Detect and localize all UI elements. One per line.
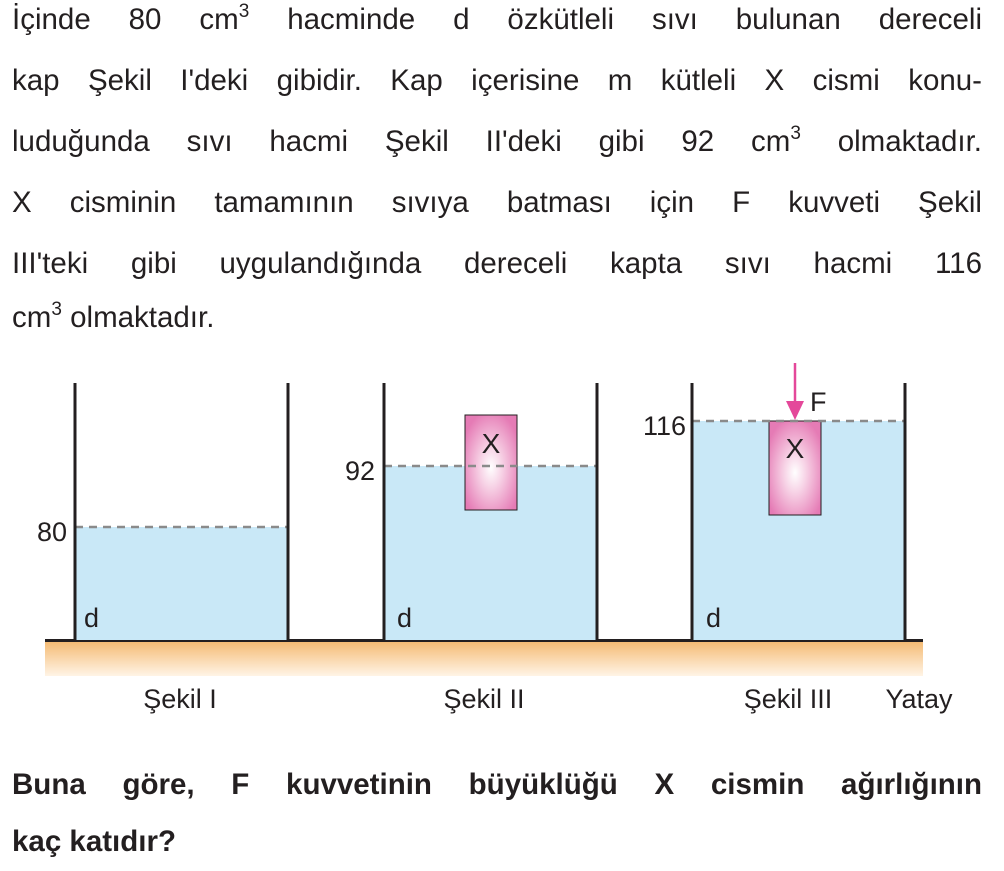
liquid-label-3: d [706, 603, 722, 633]
container-3 [643, 363, 905, 641]
problem-line-4: X cisminin tamamının sıvıya batması için F kuvveti Şekil [12, 186, 982, 219]
problem-line-6-b: olmaktadır. [61, 301, 215, 334]
superscript-3: 3 [51, 299, 62, 320]
caption-sekil-3: Şekil III [743, 684, 833, 714]
caption-sekil-1: Şekil I [143, 684, 217, 714]
problem-line-2: kap Şekil I'deki gibidir. Kap içerisine m kütleli X cismi konu- [12, 64, 982, 97]
level-label-1: 80 [36, 517, 67, 547]
level-label-2: 92 [344, 456, 375, 486]
container-1 [37, 383, 288, 641]
question-line-2: kaç katıdır? [12, 825, 176, 858]
problem-line-1-b: hacminde d özkütleli sıvı bulunan dereceli [249, 3, 983, 36]
problem-line-6-a: cm [12, 301, 52, 334]
problem-line-3-a: luduğunda sıvı hacmi Şekil II'deki gibi 92 cm [12, 125, 791, 158]
problem-line-1-a: İçinde 80 cm [12, 3, 239, 36]
object-label-3: X [785, 433, 805, 464]
liquid-label-1: d [84, 603, 100, 633]
caption-sekil-2: Şekil II [443, 684, 525, 714]
problem-line-3-b: olmaktadır. [800, 125, 983, 158]
liquid-label-2: d [397, 603, 413, 633]
superscript-3: 3 [238, 1, 250, 22]
ground-surface [45, 640, 923, 676]
level-label-3: 116 [642, 411, 686, 441]
object-label-2: X [481, 428, 501, 459]
problem-line-5: III'teki gibi uygulandığında dereceli kapta sıvı hacmi 116 [12, 247, 982, 280]
superscript-3: 3 [790, 123, 801, 144]
question-line-1: Buna göre, F kuvvetinin büyüklüğü X cismin ağırlığının [12, 768, 982, 801]
force-arrow-head [786, 401, 804, 420]
force-label: F [810, 387, 827, 417]
container-2 [345, 383, 597, 641]
surface-label: Yatay [885, 684, 953, 714]
liquid-1 [75, 527, 288, 640]
